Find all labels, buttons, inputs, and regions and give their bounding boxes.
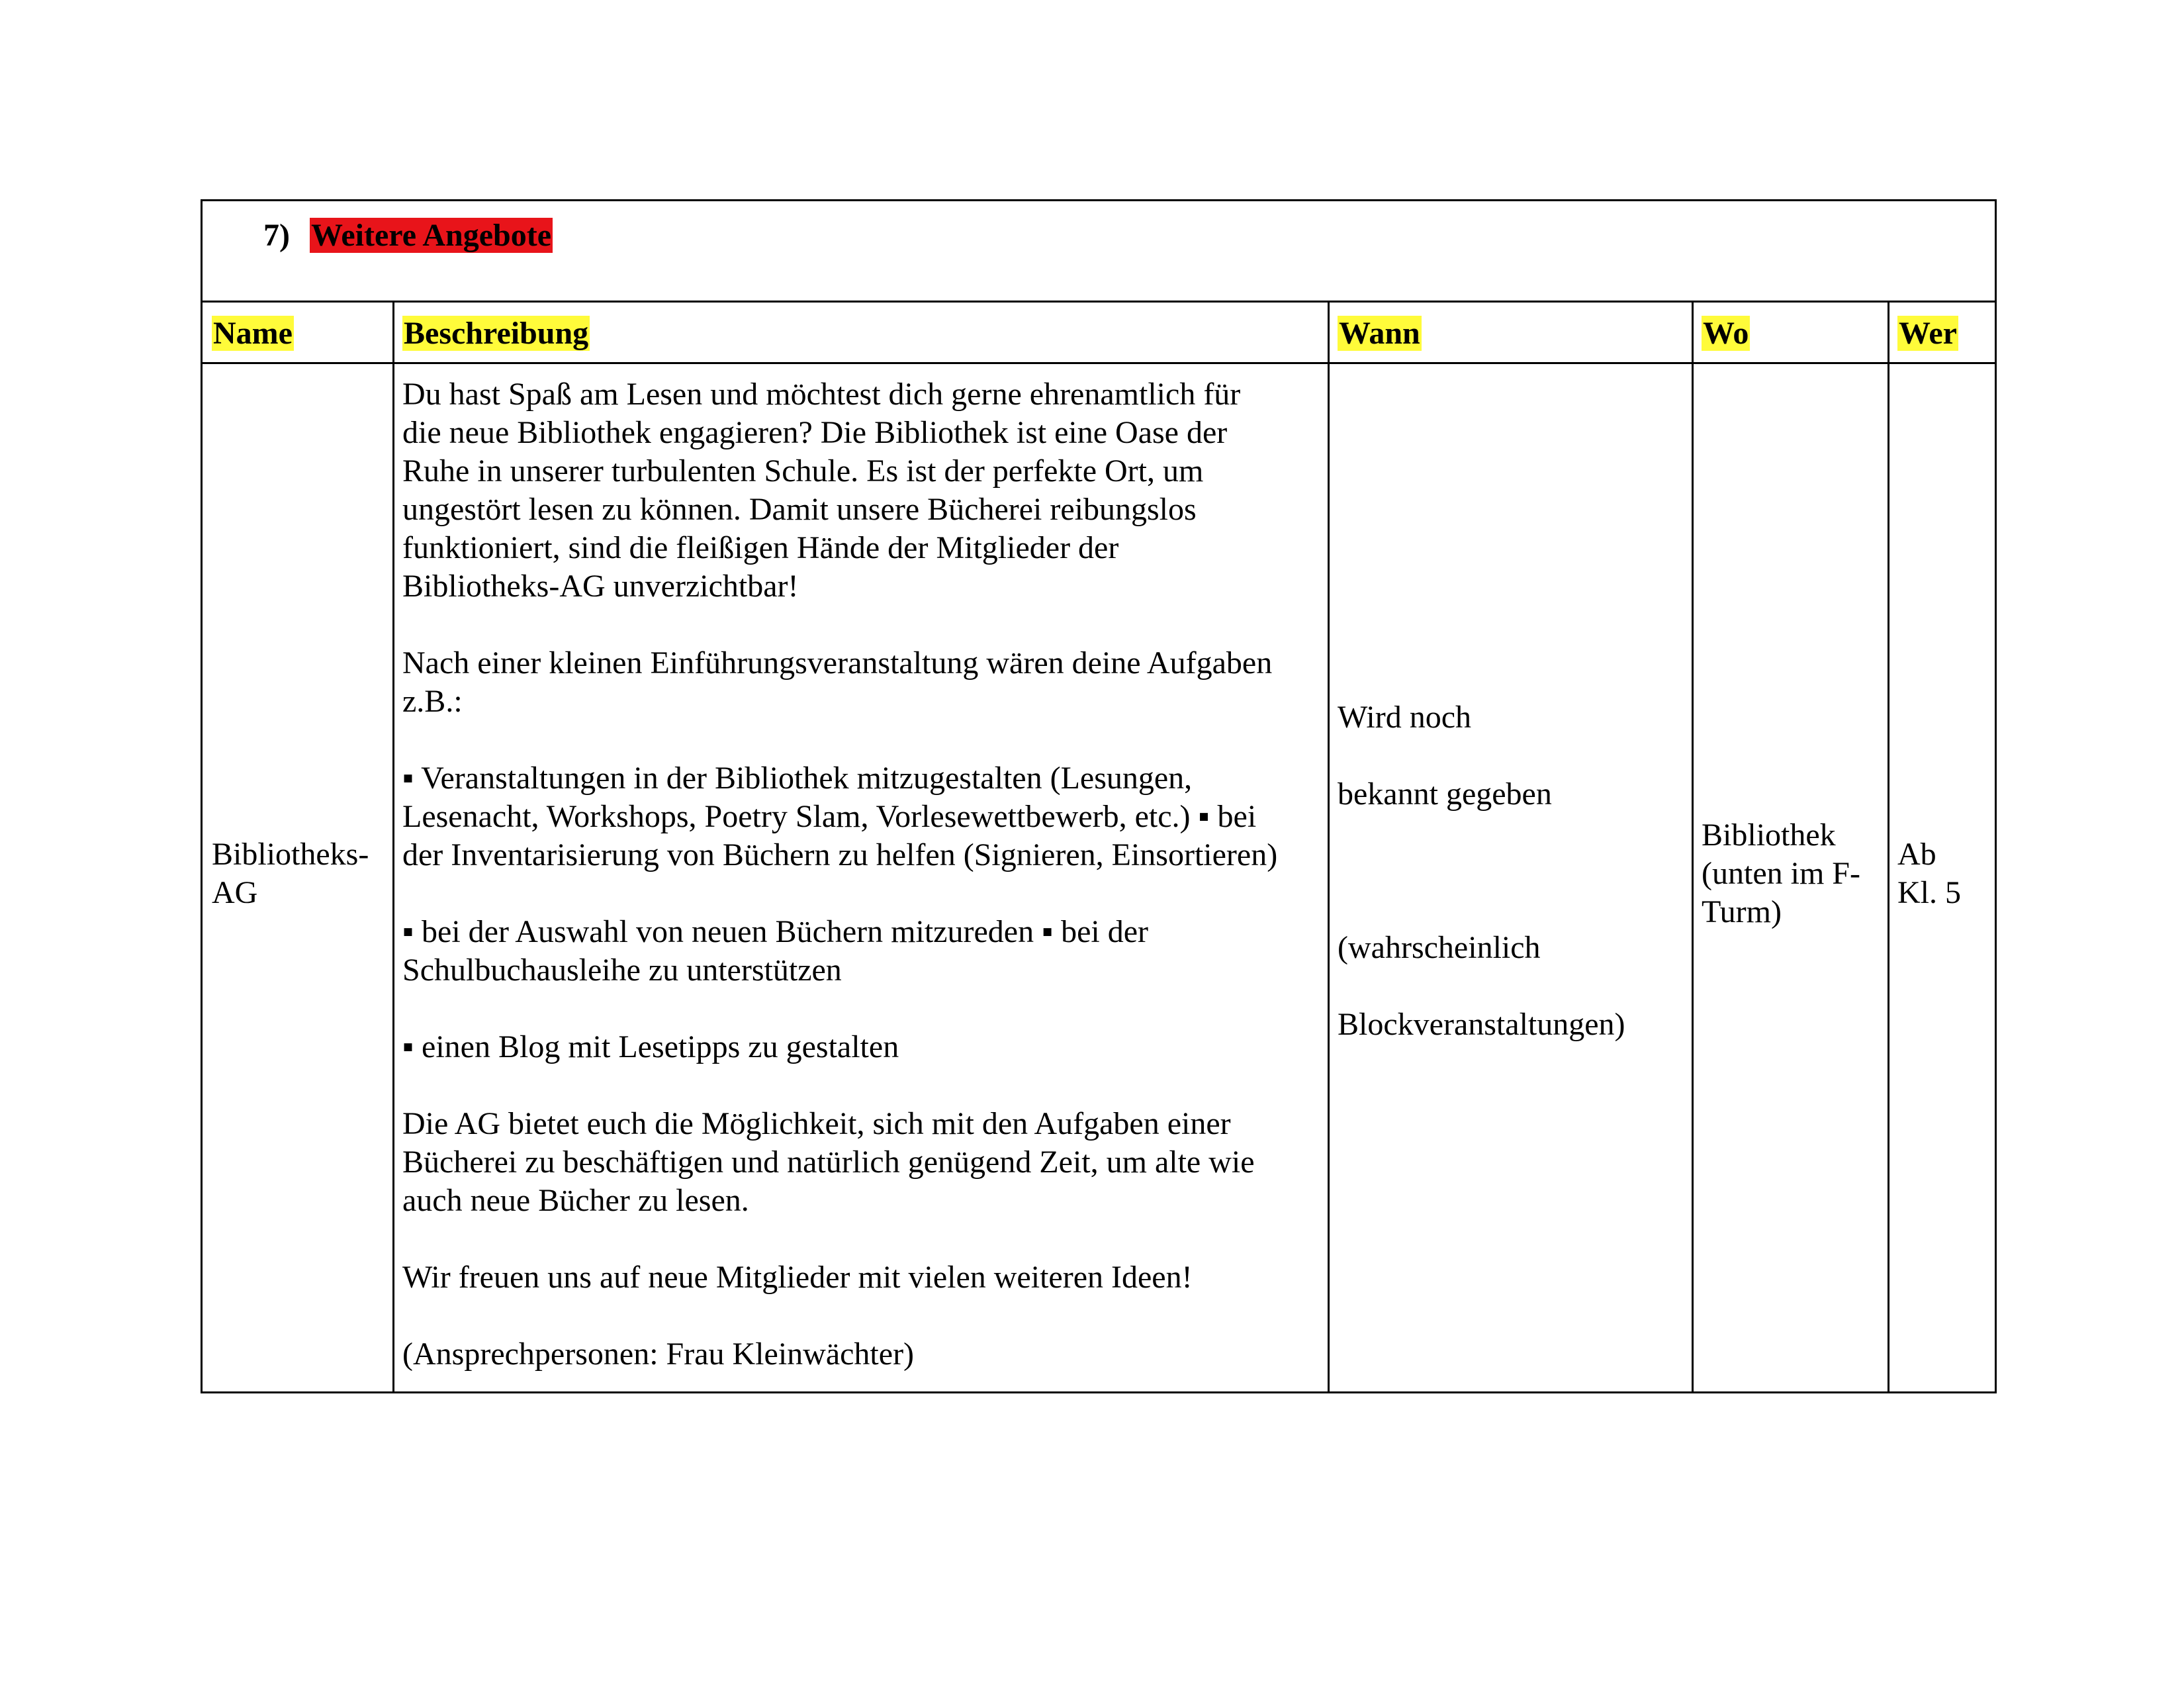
column-divider-3 [1692, 303, 1694, 1391]
section-title: Weitere Angebote [311, 218, 552, 253]
cell-wo: Bibliothek (unten im F- Turm) [1702, 818, 1860, 929]
header-wann: Wann [1339, 316, 1420, 351]
header-wo: Wo [1703, 316, 1749, 351]
cell-wer: Ab Kl. 5 [1897, 837, 1961, 910]
section-heading [263, 215, 553, 256]
column-divider-2 [1328, 303, 1330, 1391]
column-divider-4 [1888, 303, 1889, 1391]
section-number: 7) [263, 218, 290, 253]
header-name: Name [213, 316, 293, 351]
header-divider [203, 362, 1995, 364]
offers-table [201, 199, 1997, 1393]
header-beschreibung: Beschreibung [404, 316, 589, 351]
cell-name: Bibliotheks- AG [212, 837, 369, 910]
cell-beschreibung: Du hast Spaß am Lesen und möchtest dich gerne ehrenamtlich für die neue Bibliothek engagieren? Die Bibliothek ist eine Oase der Ruhe in unserer turbulenten Schule. Es ist der perfekte Ort, um ungestört lesen zu können. Damit unsere Bücherei reibungslos funktioniert, sind die fleißigen Hände der Mitglieder der Bibliotheks-AG unverzichtbar! Nach einer kleinen Einführungsveranstaltung wären deine Aufgaben z.B.: ▪ Veranstaltungen in der Bibliothek mitzugestalten (Lesungen, Lesenacht, Workshops, Poetry Slam, Vorlesewettbewerb, etc.) ▪ bei der Inventarisierung von Büchern zu helfen (Signieren, Einsortieren) ▪ bei der Auswahl von neuen Büchern mitzureden ▪ bei der Schulbuchausleihe zu unterstützen ▪ einen Blog mit Lesetipps zu gestalten Die AG bietet euch die Möglichkeit, sich mit den Aufgaben einer Bücherei zu beschäftigen und natürlich genügend Zeit, um alte wie auch neue Bücher zu lesen. Wir freuen uns auf neue Mitglieder mit vielen weiteren Ideen! (Ansprechpersonen: Frau Kleinwächter) [402, 377, 1278, 1372]
cell-wann: Wird noch bekannt gegeben (wahrscheinlich Blockveranstaltungen) [1338, 700, 1625, 1042]
header-wer: Wer [1899, 316, 1957, 351]
column-divider-1 [392, 303, 394, 1391]
title-divider [203, 301, 1995, 303]
